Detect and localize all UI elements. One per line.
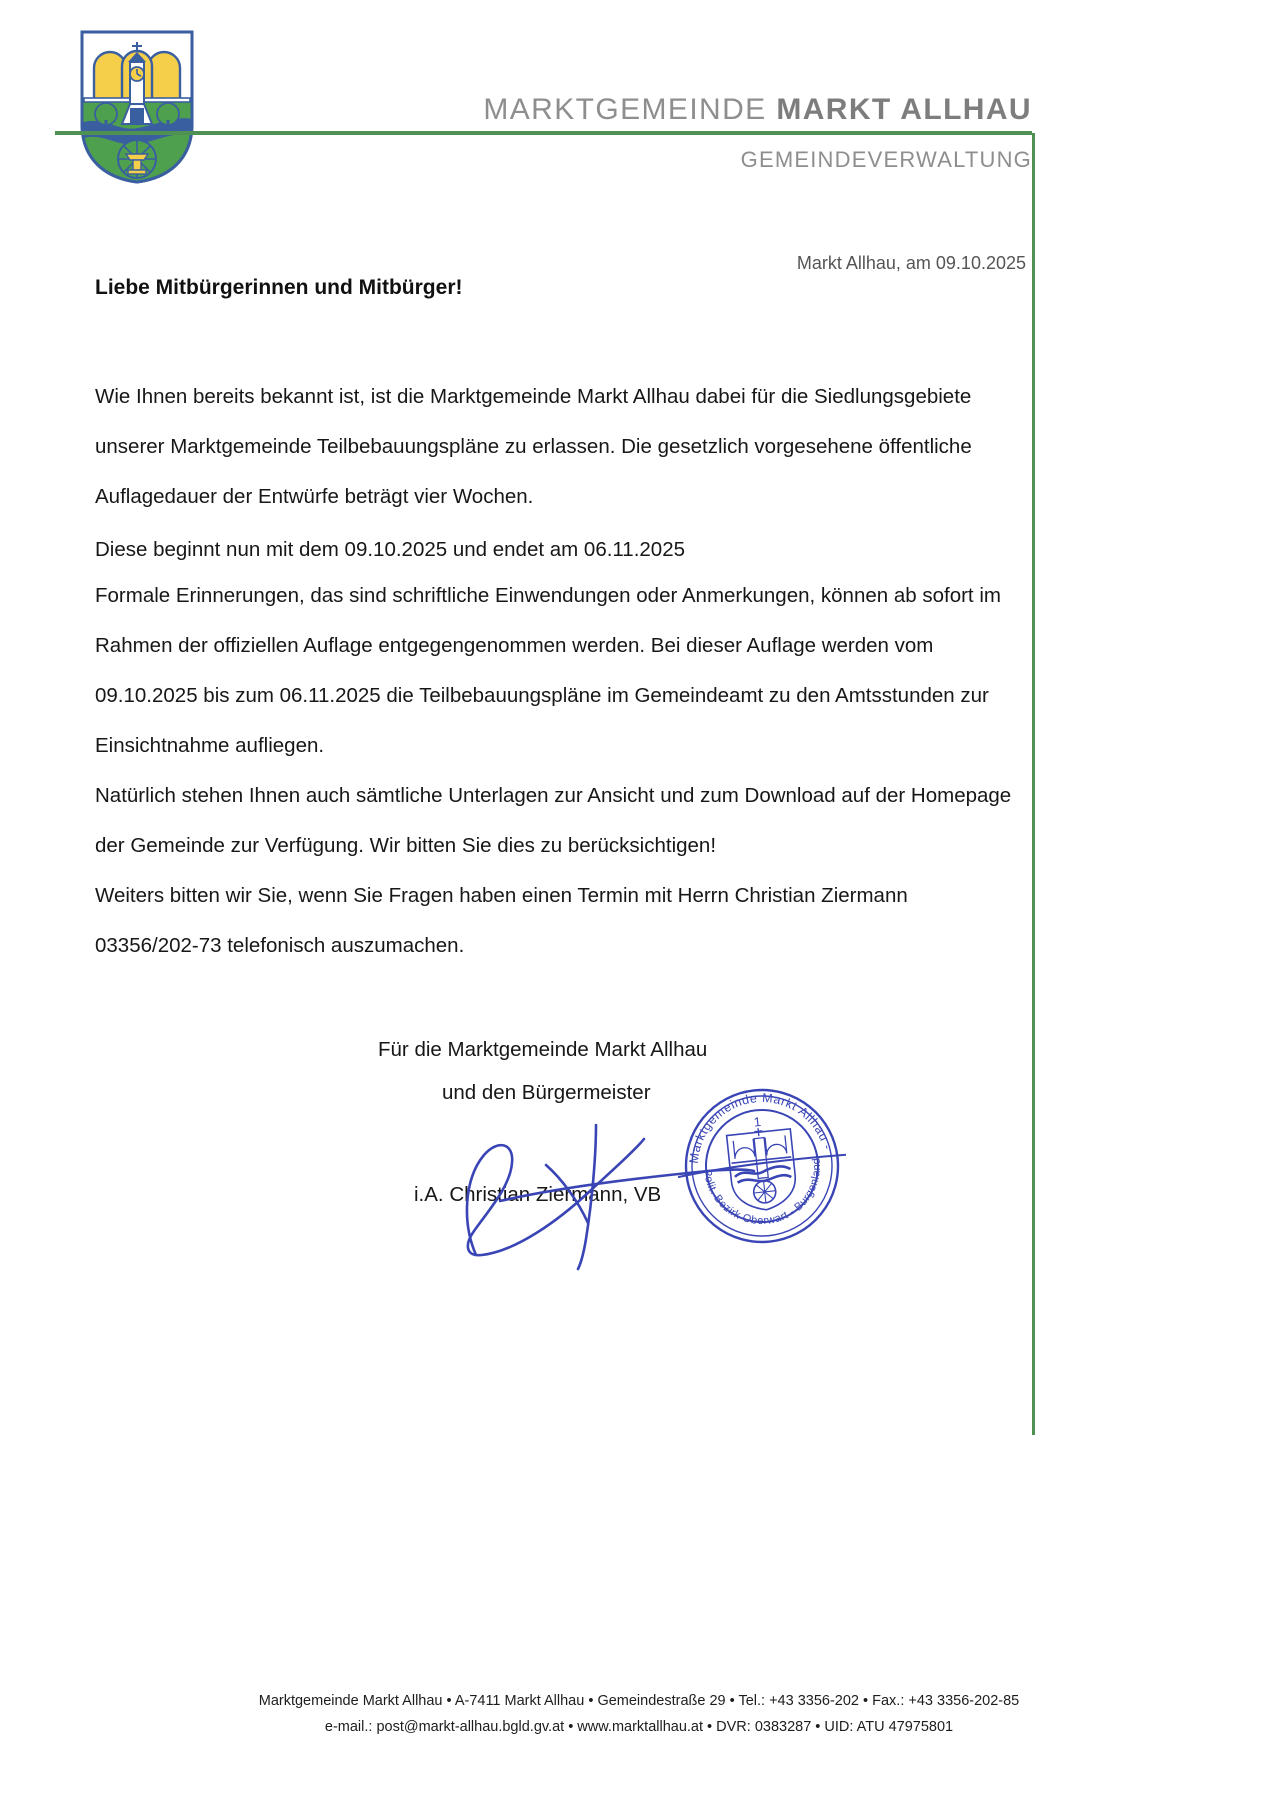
closing-line-1: Für die Marktgemeinde Markt Allhau	[378, 1038, 708, 1061]
closing-block	[378, 1038, 707, 1207]
organization-title-light: MARKTGEMEINDE	[483, 93, 777, 126]
letter-body	[95, 372, 1015, 971]
footer-line-1: Marktgemeinde Markt Allhau • A-7411 Markt Allhau • Gemeindestraße 29 • Tel.: +43 3356-202 • Fax.: +43 3356-202-85	[258, 1693, 1020, 1709]
coat-of-arms-icon	[78, 28, 196, 186]
body-paragraph-5: Weiters bitten wir Sie, wenn Sie Fragen haben einen Termin mit Herrn Christian Ziermann 03356/202-73 telefonisch auszumachen.	[95, 884, 908, 957]
footer-line-2: e-mail.: post@markt-allhau.bgld.gv.at • www.marktallhau.at • DVR: 0383287 • UID: ATU 47975801	[324, 1719, 954, 1735]
organization-title-bold: MARKT ALLHAU	[776, 93, 1032, 126]
right-margin-rule	[1032, 133, 1035, 1435]
closing-line-3: i.A. Christian Ziermann, VB	[414, 1183, 662, 1206]
body-paragraph-1: Wie Ihnen bereits bekannt ist, ist die Marktgemeinde Markt Allhau dabei für die Siedlungsgebiete unserer Marktgemeinde Teilbebauungspläne zu erlassen. Die gesetzlich vorgesehene öffentliche Auflagedauer der Entwürfe beträgt vier Wochen.	[95, 385, 972, 508]
header-rule-right	[196, 131, 1032, 135]
official-stamp	[678, 1082, 846, 1250]
body-paragraph-2: Diese beginnt nun mit dem 09.10.2025 und endet am 06.11.2025	[95, 538, 685, 561]
salutation: Liebe Mitbürgerinnen und Mitbürger!	[95, 276, 463, 299]
stamp-bottom-text: Polit. Bezirk Oberwart - Burgenland	[701, 1157, 824, 1228]
letterhead	[0, 0, 1278, 200]
closing-line-2: und den Bürgermeister	[442, 1081, 651, 1104]
header-rule-left	[55, 131, 198, 135]
body-paragraph-4: Natürlich stehen Ihnen auch sämtliche Unterlagen zur Ansicht und zum Download auf der Homepage der Gemeinde zur Verfügung. Wir bitten Sie dies zu berücksichtigen!	[95, 784, 1012, 857]
stamp-top-text: Marktgemeinde Markt Allhau -	[686, 1090, 835, 1165]
stamp-number: 1	[752, 1113, 762, 1130]
department-subtitle: GEMEINDEVERWALTUNG	[740, 147, 1032, 172]
organization-title	[483, 93, 1032, 127]
body-paragraph-3: Formale Erinnerungen, das sind schriftliche Einwendungen oder Anmerkungen, können ab sofort im Rahmen der offiziellen Auflage entgegengenommen werden. Bei dieser Auflage werden vom 09.10.2025 bis zum 06.11.2025 die Teilbebauungspläne im Gemeindeamt zu den Amtsstunden zur Einsichtnahme aufliegen.	[95, 584, 1001, 757]
dateline: Markt Allhau, am 09.10.2025	[796, 253, 1026, 273]
footer	[0, 1688, 1278, 1740]
